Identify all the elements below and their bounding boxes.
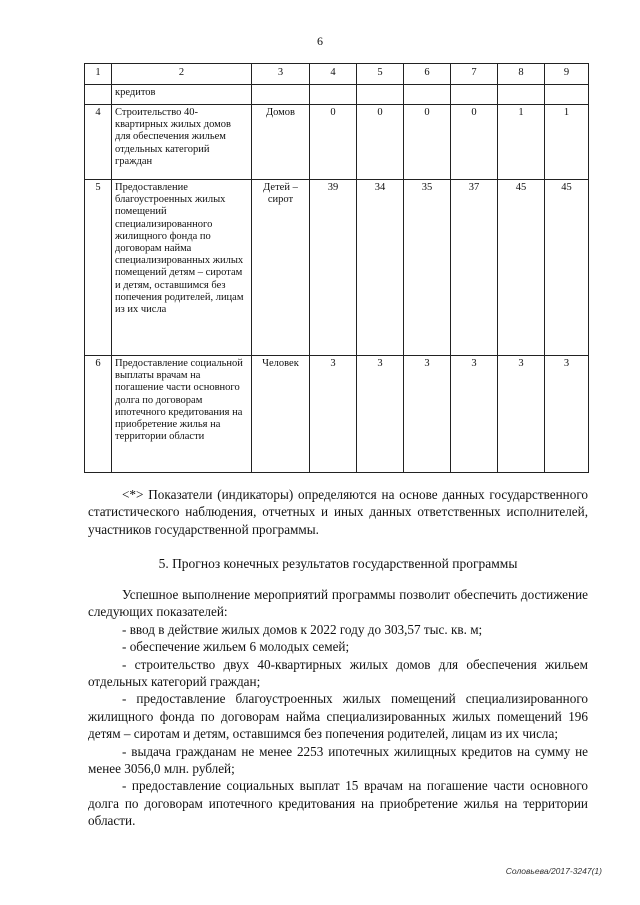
page-number: 6 (317, 34, 323, 48)
header-cell: 6 (404, 64, 451, 85)
result-item: - предоставление социальных выплат 15 врачам на погашение части основного долга по договорам ипотечного кредитования на приобретение жилья на территории области. (88, 778, 588, 829)
table-row (85, 356, 589, 473)
header-cell: 5 (357, 64, 404, 85)
value-cell: 35 (404, 180, 451, 356)
header-cell: 9 (545, 64, 589, 85)
value-cell: 37 (451, 180, 498, 356)
value-cell: 3 (310, 356, 357, 473)
value-cell: 0 (310, 105, 357, 180)
value-cell: 39 (310, 180, 357, 356)
table-row (85, 180, 589, 356)
value-cell (357, 85, 404, 105)
result-item: - ввод в действие жилых домов к 2022 году до 303,57 тыс. кв. м; (122, 621, 483, 637)
row-number: 4 (85, 105, 112, 180)
row-number: 5 (85, 180, 112, 356)
document-stamp: Соловьева/2017-3247(1) (505, 866, 602, 876)
result-item: - выдача гражданам не менее 2253 ипотечных жилищных кредитов на сумму не менее 3056,0 млн. рублей; (88, 743, 588, 777)
value-cell (310, 85, 357, 105)
table-header-row (85, 64, 589, 85)
indicators-table (84, 63, 589, 473)
unit-cell: Детей – сирот (252, 180, 310, 356)
result-item: - обеспечение жильем 6 молодых семей; (122, 639, 350, 655)
header-cell: 1 (85, 64, 112, 85)
value-cell: 34 (357, 180, 404, 356)
header-cell: 4 (310, 64, 357, 85)
value-cell (451, 85, 498, 105)
result-item: - предоставление благоустроенных жилых помещений специализированного жилищного фонда по договорам найма специализированных жилых помещений 196 детям – сиротам и детям, оставшимся без попечения родителей, лицам из их числа; (88, 691, 588, 742)
value-cell: 3 (357, 356, 404, 473)
value-cell: 0 (357, 105, 404, 180)
unit-cell: Домов (252, 105, 310, 180)
value-cell: 3 (404, 356, 451, 473)
indicator-name: Предоставление социальной выплаты врачам на погашение части основного долга по договорам ипотечного кредитования на приобретение жилья на территории области (112, 356, 252, 473)
value-cell: 3 (498, 356, 545, 473)
header-cell: 8 (498, 64, 545, 85)
section-heading: 5. Прогноз конечных результатов государственной программы (158, 556, 518, 571)
value-cell (404, 85, 451, 105)
value-cell: 0 (404, 105, 451, 180)
value-cell: 45 (498, 180, 545, 356)
header-cell: 7 (451, 64, 498, 85)
row-number (85, 85, 112, 105)
header-cell: 2 (112, 64, 252, 85)
value-cell: 3 (451, 356, 498, 473)
table-row (85, 105, 589, 180)
value-cell: 45 (545, 180, 589, 356)
indicator-name: кредитов (112, 85, 252, 105)
value-cell: 1 (498, 105, 545, 180)
table-row (85, 85, 589, 105)
result-item: - строительство двух 40-квартирных жилых домов для обеспечения жильем отдельных категорий граждан; (88, 656, 588, 690)
value-cell (545, 85, 589, 105)
row-number: 6 (85, 356, 112, 473)
footnote-text: <*> Показатели (индикаторы) определяются на основе данных государственного статистического наблюдения, отчетных и иных данных ответственных исполнителей, участников государственной программы. (88, 487, 588, 537)
indicator-name: Строительство 40-квартирных жилых домов для обеспечения жильем отдельных категорий граждан (112, 105, 252, 180)
value-cell (498, 85, 545, 105)
results-list (88, 586, 588, 830)
unit-cell (252, 85, 310, 105)
footnote (88, 486, 588, 538)
value-cell: 0 (451, 105, 498, 180)
header-cell: 3 (252, 64, 310, 85)
indicator-name: Предоставление благоустроенных жилых помещений специализированного жилищного фонда по договорам найма специализированных жилых помещений детям – сиротам и детям, оставшимся без попечения родителей, лицам из их числа (112, 180, 252, 356)
value-cell: 1 (545, 105, 589, 180)
intro-paragraph: Успешное выполнение мероприятий программы позволит обеспечить достижение следующих показателей: (88, 587, 588, 620)
value-cell: 3 (545, 356, 589, 473)
unit-cell: Человек (252, 356, 310, 473)
